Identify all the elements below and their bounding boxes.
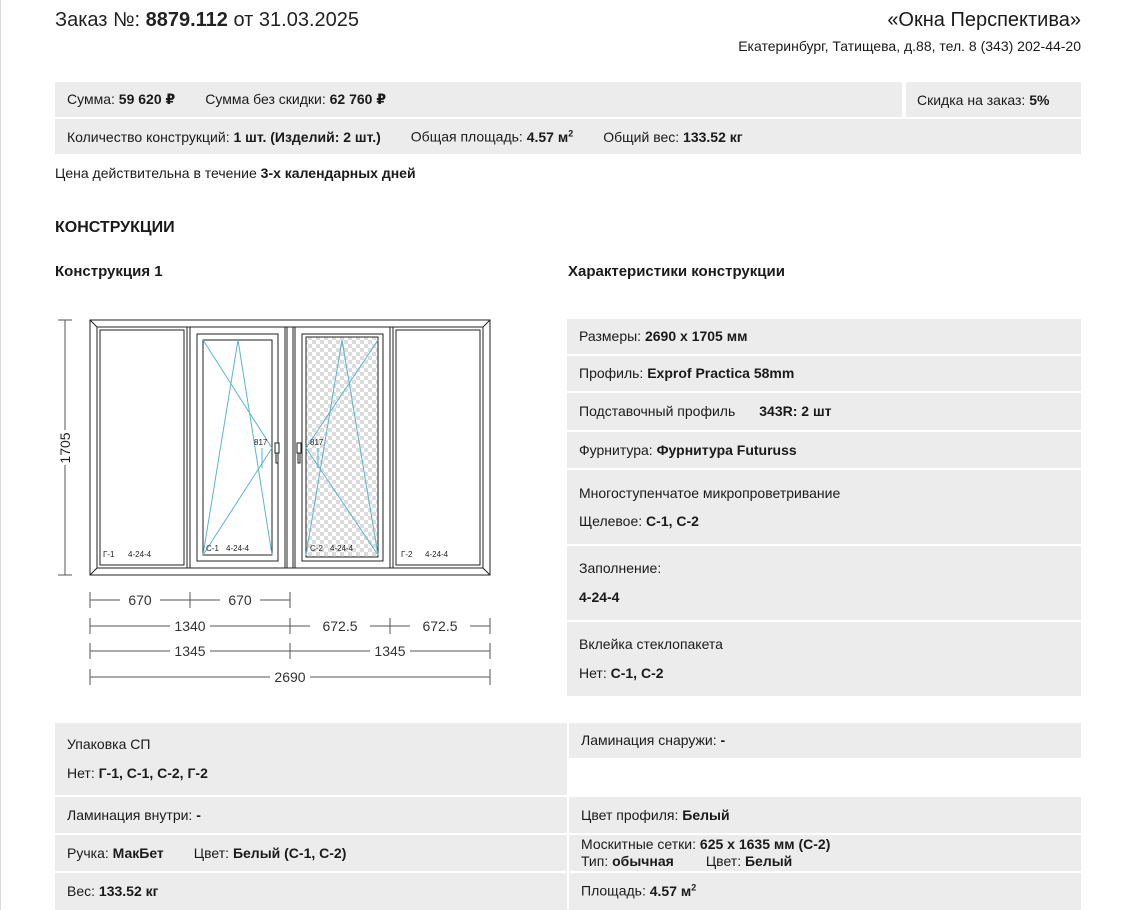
dim-670-a: 670 (128, 592, 152, 608)
label-c2: С-2 (310, 544, 323, 553)
frame-inner (97, 327, 483, 568)
detail-mosquito-net: Москитные сетки: 625 x 1635 мм (С-2) Тип: обычная Цвет: Белый (569, 835, 1081, 871)
total-area: Общая площадь: 4.57 $м^2$ (410, 128, 574, 145)
company-name: «Окна Перспектива» (887, 9, 1081, 31)
detail-area: Площадь: 4.57 $м^2$ (569, 873, 1081, 910)
detail-lamination-inside: Ламинация внутри: - (55, 797, 567, 833)
glass-label-c2: 4-24-4 (330, 544, 354, 553)
order-title (55, 9, 359, 32)
handle-height-right: 817 (310, 438, 324, 447)
mosquito-net (306, 337, 378, 557)
order-date: 31.03.2025 (258, 9, 359, 31)
char-ventilation: Многоступенчатое микропроветривание Щелевое: С-1, С-2 (567, 470, 1081, 544)
dim-670-b: 670 (228, 592, 252, 608)
detail-profile-color: Цвет профиля: Белый (569, 797, 1081, 833)
totals-bar (55, 119, 1081, 154)
char-sticker: Вклейка стеклопакета Нет: С-1, С-2 (567, 622, 1081, 696)
company-address: Екатеринбург, Татищева, д.88, тел. 8 (343) 202-44-20 (738, 38, 1081, 54)
detail-packing: Упаковка СП Нет: Г-1, С-1, С-2, Г-2 (55, 723, 567, 795)
dim-total: 2690 (274, 669, 306, 685)
discount-bar: Скидка на заказ: 5% (906, 82, 1081, 117)
height-dimension: 1705 (57, 432, 73, 464)
char-profile: Профиль: Exprof Practica 58mm (567, 356, 1081, 391)
detail-lamination-outside: Ламинация снаружи: - (569, 723, 1081, 758)
glass-label-c1: 4-24-4 (226, 544, 250, 553)
summary-bar (55, 82, 902, 117)
frame-outer (90, 320, 490, 575)
window-drawing (40, 300, 510, 700)
dim-672-b: 672.5 (422, 618, 458, 634)
order-date-prefix: от (233, 9, 254, 31)
dim-1345-b: 1345 (374, 643, 406, 659)
handle-height-left: 817 (254, 438, 268, 447)
char-hardware: Фурнитура: Фурнитура Futuruss (567, 432, 1081, 468)
label-c1: С-1 (206, 544, 219, 553)
construction-title: Конструкция 1 (55, 263, 163, 280)
construction-count: Количество конструкций: 1 шт. (Изделий: 2 шт.) (67, 128, 381, 145)
characteristics-title: Характеристики конструкции (568, 263, 785, 280)
sash-c1 (190, 327, 285, 568)
glass-label-g1: 4-24-4 (128, 550, 152, 559)
dim-1345-a: 1345 (174, 643, 206, 659)
detail-weight: Вес: 133.52 кг (55, 873, 567, 910)
order-number: 8879.112 (145, 9, 228, 31)
dim-1340: 1340 (174, 618, 206, 634)
char-fill: Заполнение: 4-24-4 (567, 546, 1081, 620)
section-title: КОНСТРУКЦИИ (55, 219, 175, 236)
sum-no-discount: Сумма без скидки: 62 760 ₽ (205, 91, 387, 107)
total-weight: Общий вес: 133.52 кг (603, 128, 743, 145)
char-size: Размеры: 2690 x 1705 мм (567, 319, 1081, 354)
glass-label-g2: 4-24-4 (425, 550, 449, 559)
label-g2: Г-2 (401, 550, 413, 559)
page-edge (0, 0, 1, 910)
glass-g2 (396, 330, 480, 565)
detail-handle: Ручка: МакБет Цвет: Белый (С-1, С-2) (55, 835, 567, 871)
price-validity-note: Цена действительна в течение 3-х календарных дней (55, 165, 416, 181)
sum: Сумма: 59 620 ₽ (67, 91, 176, 107)
glass-g1 (100, 330, 184, 565)
handle-icon (275, 443, 301, 463)
dim-672-a: 672.5 (322, 618, 358, 634)
label-g1: Г-1 (103, 550, 115, 559)
char-sub-profile: Подставочный профиль 343R: 2 шт (567, 393, 1081, 430)
order-label: Заказ №: (55, 9, 141, 31)
